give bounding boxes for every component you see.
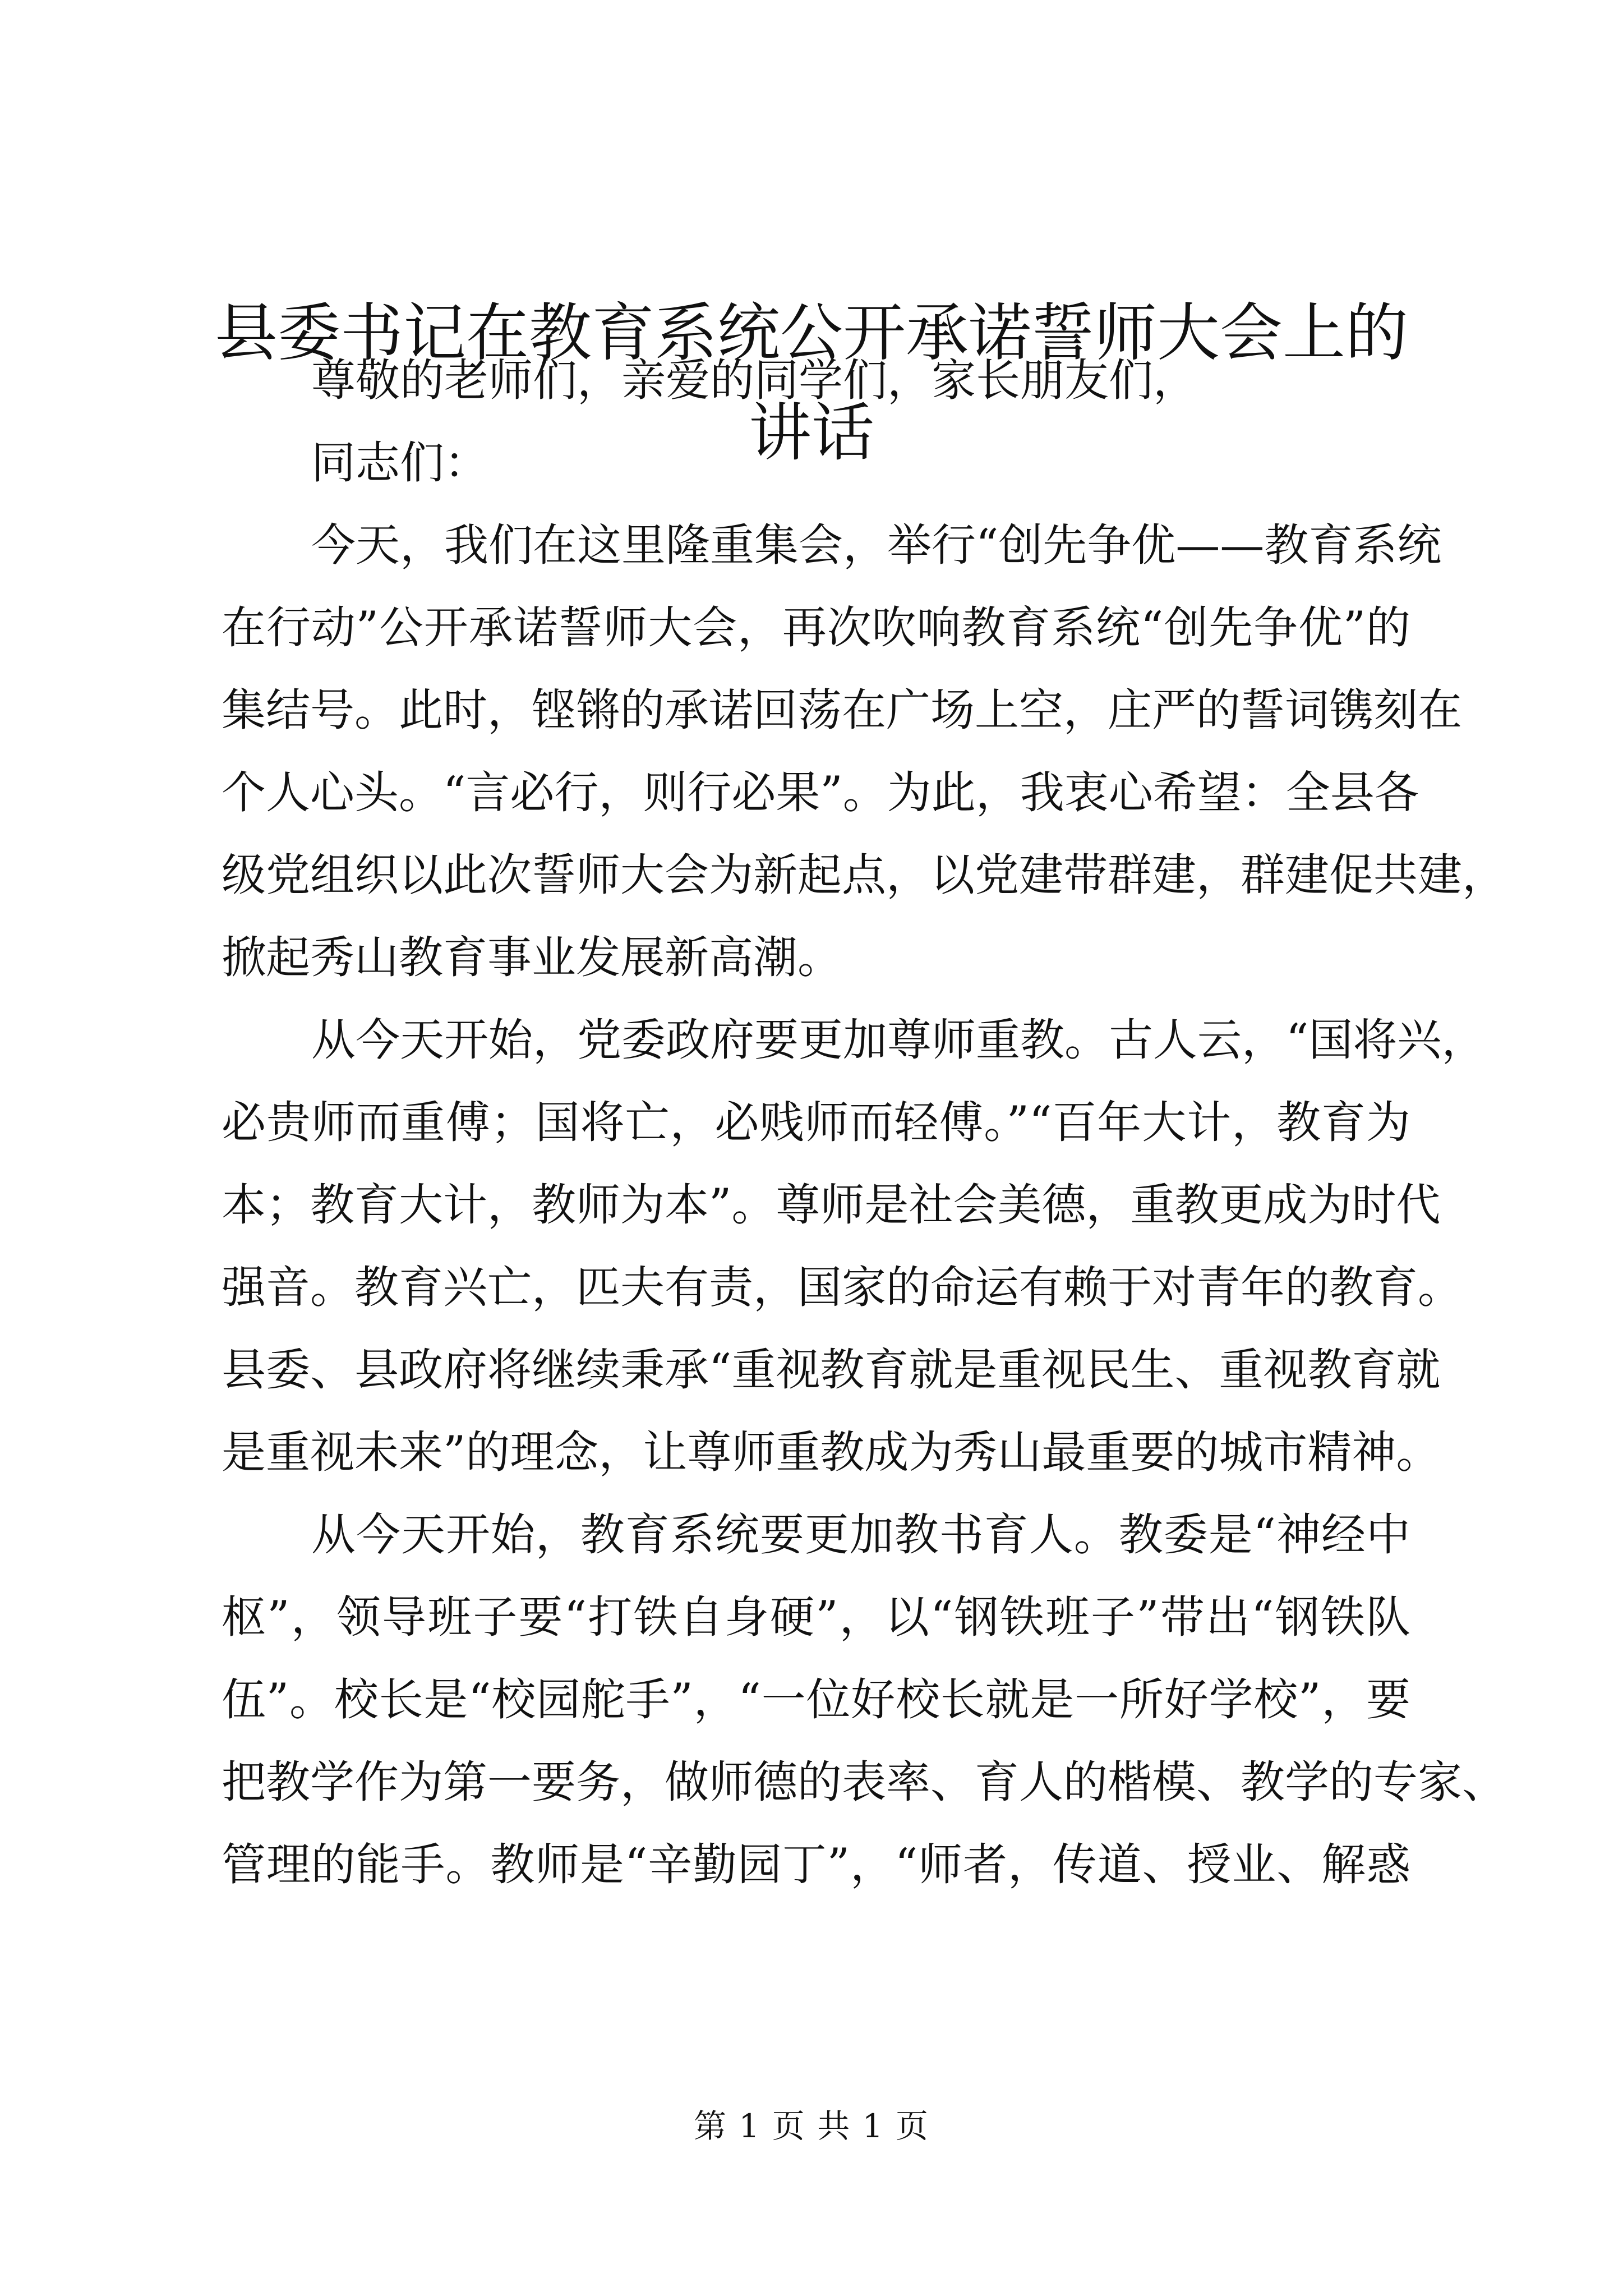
salutation-line: 同志们： [311, 437, 488, 489]
paragraph-line: 从今天开始，教育系统要更加教书育人。教委是“神经中 [311, 1509, 1410, 1561]
paragraph-line: 在行动”公开承诺誓师大会，再次吹响教育系统“创先争优”的 [222, 602, 1410, 654]
paragraph-line: 掀起秀山教育事业发展新高潮。 [222, 932, 842, 983]
paragraph-line: 县委、县政府将继续秉承“重视教育就是重视民生、重视教育就 [222, 1344, 1441, 1396]
paragraph-line: 今天，我们在这里隆重集会，举行“创先争优——教育系统 [311, 519, 1442, 571]
paragraph-line: 必贵师而重傅；国将亡，必贱师而轻傅。”“百年大计，教育为 [222, 1097, 1410, 1148]
document-title: 县委书记在教育系统公开承诺誓师大会上的讲话 [215, 297, 1408, 470]
paragraph-line: 是重视未来”的理念，让尊师重教成为秀山最重要的城市精神。 [222, 1427, 1441, 1478]
paragraph-line: 把教学作为第一要务，做师德的表率、育人的楷模、教学的专家、 [222, 1756, 1506, 1808]
paragraph-line: 伍”。校长是“校园舵手”，“一位好校长就是一所好学校”，要 [222, 1674, 1410, 1726]
paragraph-line: 本；教育大计，教师为本”。尊师是社会美德，重教更成为时代 [222, 1179, 1441, 1231]
document-text [222, 339, 1506, 1906]
salutation-line: 尊敬的老师们，亲爱的同学们，家长朋友们， [311, 355, 1197, 406]
paragraph-line: 级党组织以此次誓师大会为新起点，以党建带群建，群建促共建， [222, 849, 1506, 901]
paragraph-line: 管理的能手。教师是“辛勤园丁”，“师者，传道、授业、解惑 [222, 1839, 1410, 1890]
paragraph-line: 枢”，领导班子要“打铁自身硬”，以“钢铁班子”带出“钢铁队 [222, 1591, 1410, 1643]
paragraph-line: 集结号。此时，铿锵的承诺回荡在广场上空，庄严的誓词镌刻在 [222, 684, 1462, 736]
paragraph-line: 个人心头。“言必行，则行必果”。为此，我衷心希望：全县各 [222, 767, 1419, 818]
paragraph-line: 强音。教育兴亡，匹夫有责，国家的命运有赖于对青年的教育。 [222, 1262, 1462, 1313]
page-number: 第 1 页 共 1 页 [694, 2107, 929, 2145]
paragraph-line: 从今天开始，党委政府要更加尊师重教。古人云，“国将兴， [311, 1014, 1486, 1066]
